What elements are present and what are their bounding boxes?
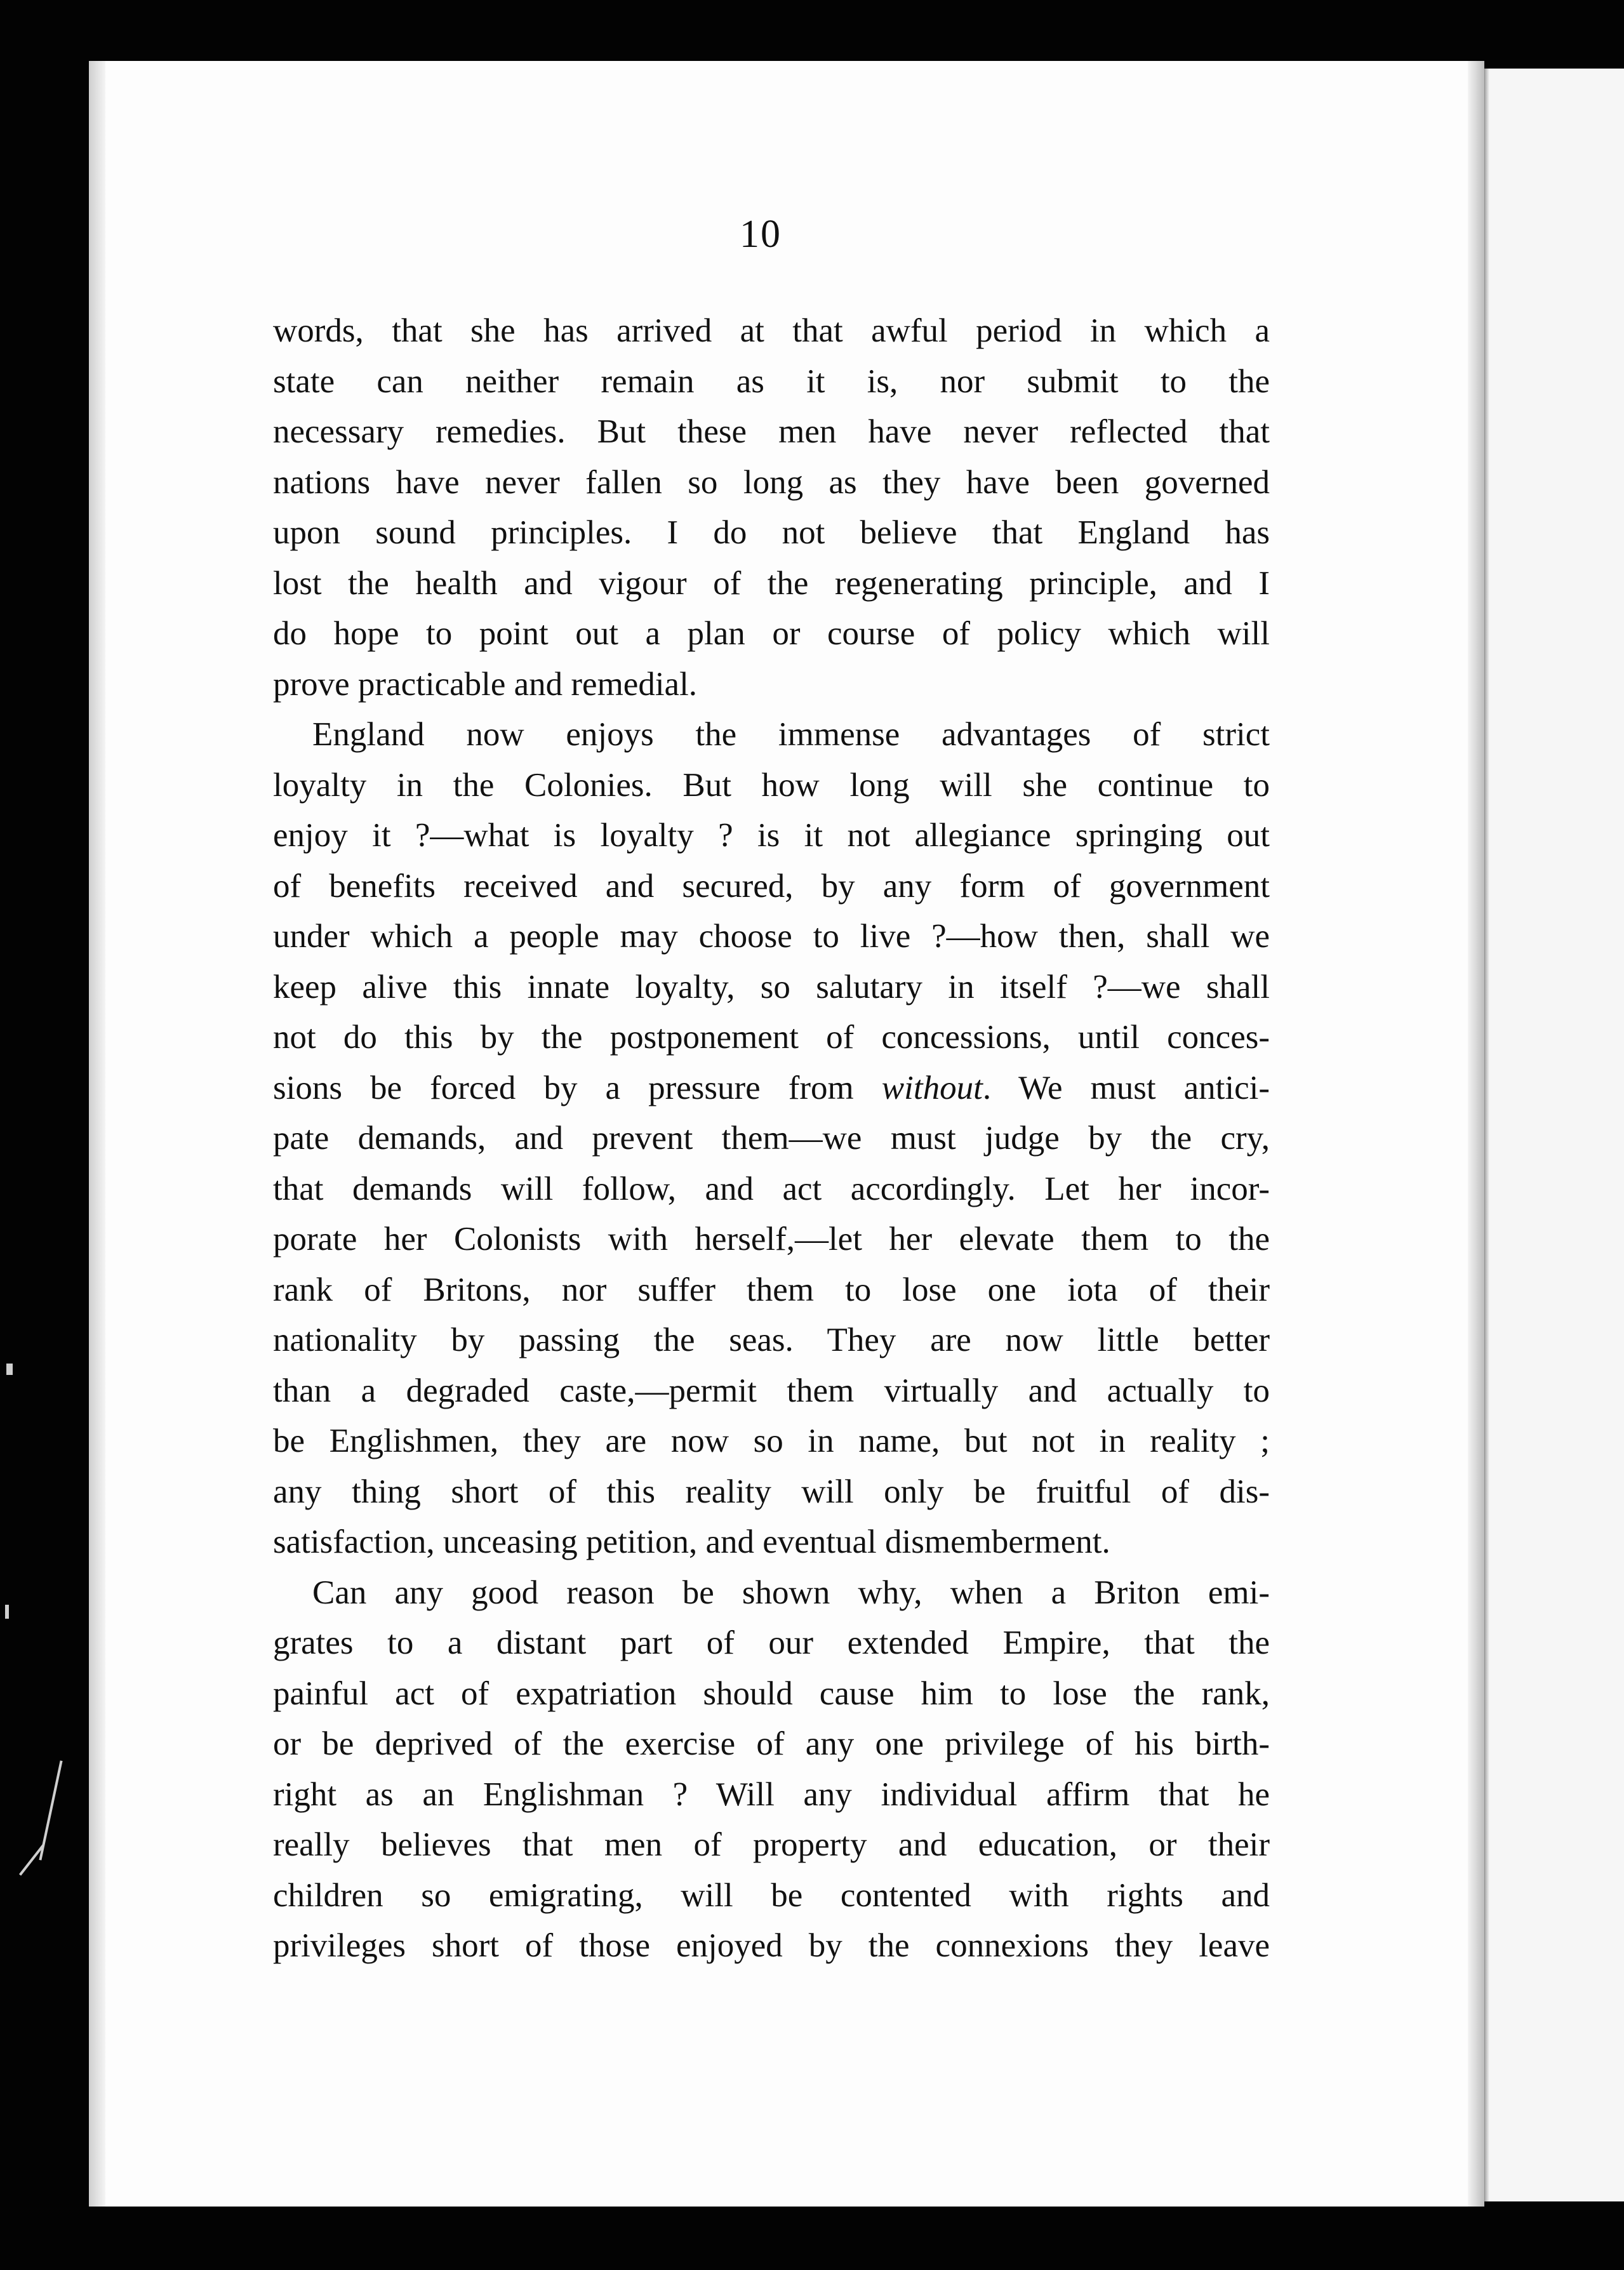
text-line: grates to a distant part of our extended Empire, that the xyxy=(273,1624,1270,1661)
text-line: of benefits received and secured, by any form of government xyxy=(273,867,1270,905)
text-line: sions be forced by a pressure from without. We must antici- xyxy=(273,1069,1270,1106)
adjacent-page-edge xyxy=(1483,69,1624,2201)
text-line: England now enjoys the immense advantages of strict xyxy=(312,716,1270,753)
text-line: privileges short of those enjoyed by the connexions they leave xyxy=(273,1927,1270,1964)
text-line: loyalty in the Colonies. But how long will she continue to xyxy=(273,766,1270,804)
text-line: state can neither remain as it is, nor submit to the xyxy=(273,362,1270,400)
text-line: nations have never fallen so long as they have been governed xyxy=(273,463,1270,501)
text-line: enjoy it ?—what is loyalty ? is it not allegiance springing out xyxy=(273,817,1270,854)
italic-word: without xyxy=(881,1069,983,1106)
text-line: satisfaction, unceasing petition, and eventual dismemberment. xyxy=(273,1523,1110,1560)
text-line: rank of Britons, nor suffer them to lose one iota of their xyxy=(273,1271,1270,1308)
page-right-edge xyxy=(1468,61,1484,2207)
body-text xyxy=(273,306,1270,1972)
text-line: nationality by passing the seas. They are now little better xyxy=(273,1322,1270,1358)
text-line: prove practicable and remedial. xyxy=(273,665,698,703)
text-line: do hope to point out a plan or course of policy which will xyxy=(273,615,1270,652)
text-line: painful act of expatriation should cause him to lose the rank, xyxy=(273,1675,1270,1712)
text-line: any thing short of this reality will only be fruitful of dis- xyxy=(273,1473,1270,1510)
text-line: really believes that men of property and education, or their xyxy=(273,1826,1270,1863)
text-line: keep alive this innate loyalty, so salutary in itself ?—we shall xyxy=(273,968,1270,1006)
text-line: that demands will follow, and act accordingly. Let her incor- xyxy=(273,1170,1270,1207)
text-line: be Englishmen, they are now so in name, but not in reality ; xyxy=(273,1423,1270,1459)
scan-mark xyxy=(5,1605,9,1619)
text-line: lost the health and vigour of the regenerating principle, and I xyxy=(273,564,1270,602)
scan-mark xyxy=(6,1364,13,1375)
text-line: porate her Colonists with herself,—let her elevate them to the xyxy=(273,1221,1270,1258)
text-line: necessary remedies. But these men have never reflected that xyxy=(273,413,1270,450)
text-line: or be deprived of the exercise of any one privilege of his birth- xyxy=(273,1725,1270,1762)
text-line: Can any good reason be shown why, when a Briton emi- xyxy=(312,1574,1270,1611)
page-left-edge xyxy=(89,61,105,2207)
text-line: words, that she has arrived at that awful period in which a xyxy=(273,312,1270,349)
text-line: than a degraded caste,—permit them virtually and actually to xyxy=(273,1372,1270,1409)
page-number: 10 xyxy=(740,213,782,256)
text-line: under which a people may choose to live ?—how then, shall we xyxy=(273,918,1270,955)
text-line: pate demands, and prevent them—we must judge by the cry, xyxy=(273,1120,1270,1157)
text-line: not do this by the postponement of concessions, until conces- xyxy=(273,1019,1270,1056)
text-line: children so emigrating, will be contented with rights and xyxy=(273,1876,1270,1914)
text-line: upon sound principles. I do not believe that England has xyxy=(273,514,1270,551)
text-line: right as an Englishman ? Will any individual affirm that he xyxy=(273,1776,1270,1813)
